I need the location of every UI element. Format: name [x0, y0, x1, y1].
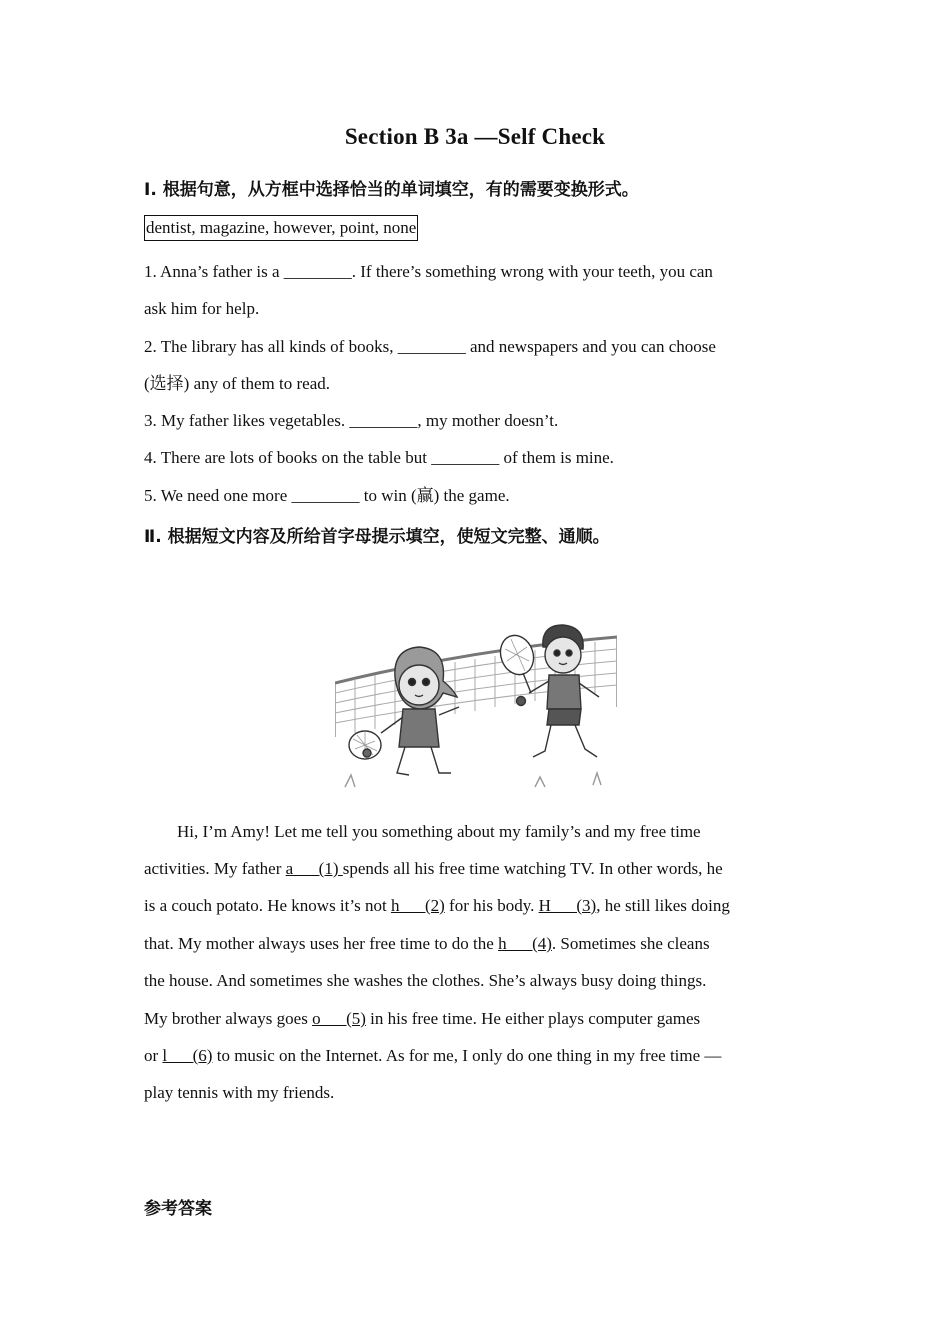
passage-line-5: the house. And sometimes she washes the clothes. She’s always busy doing things. [144, 971, 707, 990]
word-box: dentist, magazine, however, point, none [144, 215, 418, 241]
passage-line-8: play tennis with my friends. [144, 1083, 335, 1102]
question-4: 4. There are lots of books on the table but ________ of them is mine. [144, 448, 614, 467]
part2-heading: Ⅱ. 根据短文内容及所给首字母提示填空，使短文完整、通顺。 [144, 527, 610, 547]
passage-line-1: Hi, I’m Amy! Let me tell you something about my family’s and my free time [177, 822, 701, 841]
blank-1: a___(1) [285, 859, 343, 878]
blank-2: h___(2) [390, 896, 445, 915]
question-5: 5. We need one more ________ to win (赢) the game. [144, 486, 510, 505]
tennis-players-illustration-icon [335, 597, 617, 793]
blank-3: H___(3) [538, 896, 597, 915]
question-2-line-2: (选择) any of them to read. [144, 374, 330, 393]
passage-line-3: is a couch potato. He knows it’s not h___(2) for his body. H___(3), he still likes doing [144, 896, 730, 915]
blank-4: h___(4) [498, 934, 552, 953]
passage-line-4: that. My mother always uses her free time to do the h___(4). Sometimes she cleans [144, 934, 710, 953]
passage-line-7: or l___(6) to music on the Internet. As for me, I only do one thing in my free time — [144, 1046, 722, 1065]
answer-heading: 参考答案 [144, 1199, 212, 1219]
question-1-line-1: 1. Anna’s father is a ________. If there’s something wrong with your teeth, you can [144, 262, 713, 281]
question-3: 3. My father likes vegetables. ________, my mother doesn’t. [144, 411, 559, 430]
passage-line-2: activities. My father a___(1) spends all his free time watching TV. In other words, he [144, 859, 723, 878]
blank-6: l___(6) [162, 1046, 213, 1065]
question-1-line-2: ask him for help. [144, 299, 260, 318]
passage-line-6: My brother always goes o___(5) in his free time. He either plays computer games [144, 1009, 701, 1028]
part1-heading: Ⅰ. 根据句意，从方框中选择恰当的单词填空，有的需要变换形式。 [144, 180, 639, 200]
blank-5: o___(5) [312, 1009, 366, 1028]
page-title: Section B 3a —Self Check [344, 124, 606, 149]
question-2-line-1: 2. The library has all kinds of books, ________ and newspapers and you can choose [144, 337, 716, 356]
